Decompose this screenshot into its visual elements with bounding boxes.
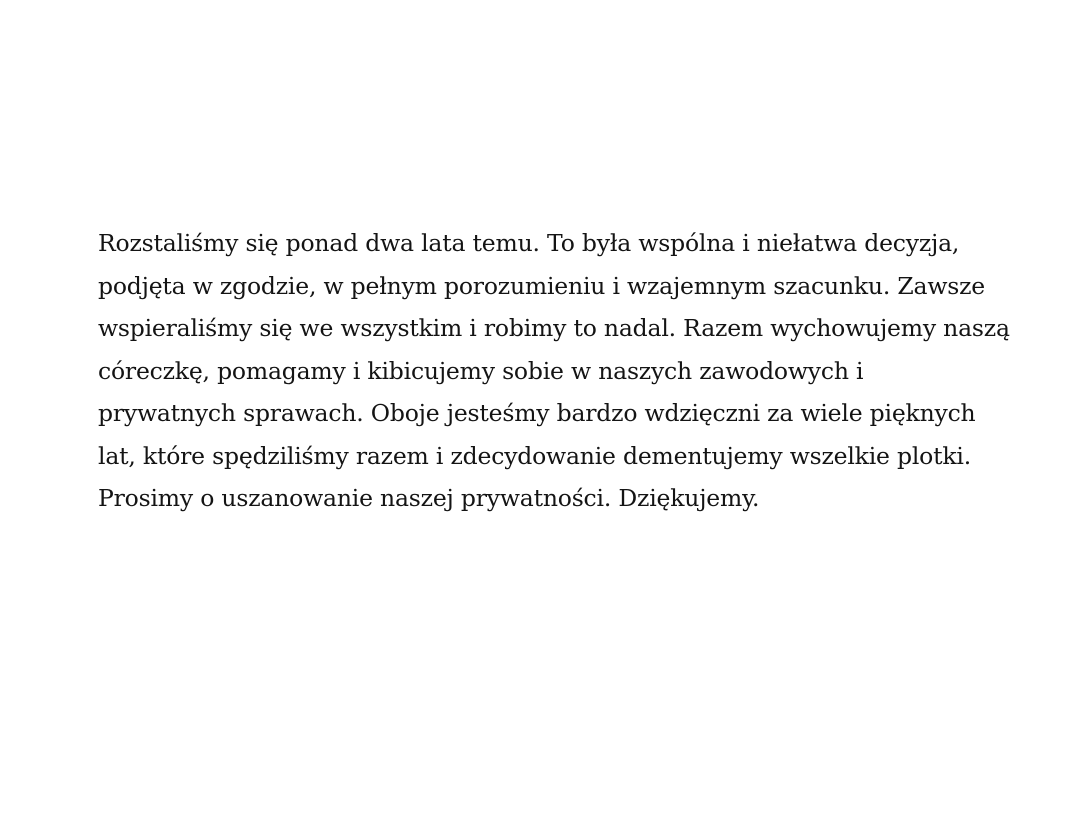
statement-line: podjęta w zgodzie, w pełnym porozumieniu i wzajemnym szacunku. Zawsze bbox=[98, 271, 986, 300]
statement-text bbox=[98, 222, 1010, 520]
statement-line: córeczkę, pomagamy i kibicujemy sobie w naszych zawodowych i bbox=[98, 356, 864, 385]
statement-line: prywatnych sprawach. Oboje jesteśmy bardzo wdzięczni za wiele pięknych bbox=[98, 399, 976, 427]
statement-line: Prosimy o uszanowanie naszej prywatności. Dziękujemy. bbox=[98, 484, 760, 512]
statement-line: lat, które spędziliśmy razem i zdecydowanie dementujemy wszelkie plotki. bbox=[98, 441, 971, 470]
statement-line: wspieraliśmy się we wszystkim i robimy to nadal. Razem wychowujemy naszą bbox=[98, 314, 1010, 342]
statement-line: Rozstaliśmy się ponad dwa lata temu. To była wspólna i niełatwa decyzja, bbox=[98, 229, 960, 257]
